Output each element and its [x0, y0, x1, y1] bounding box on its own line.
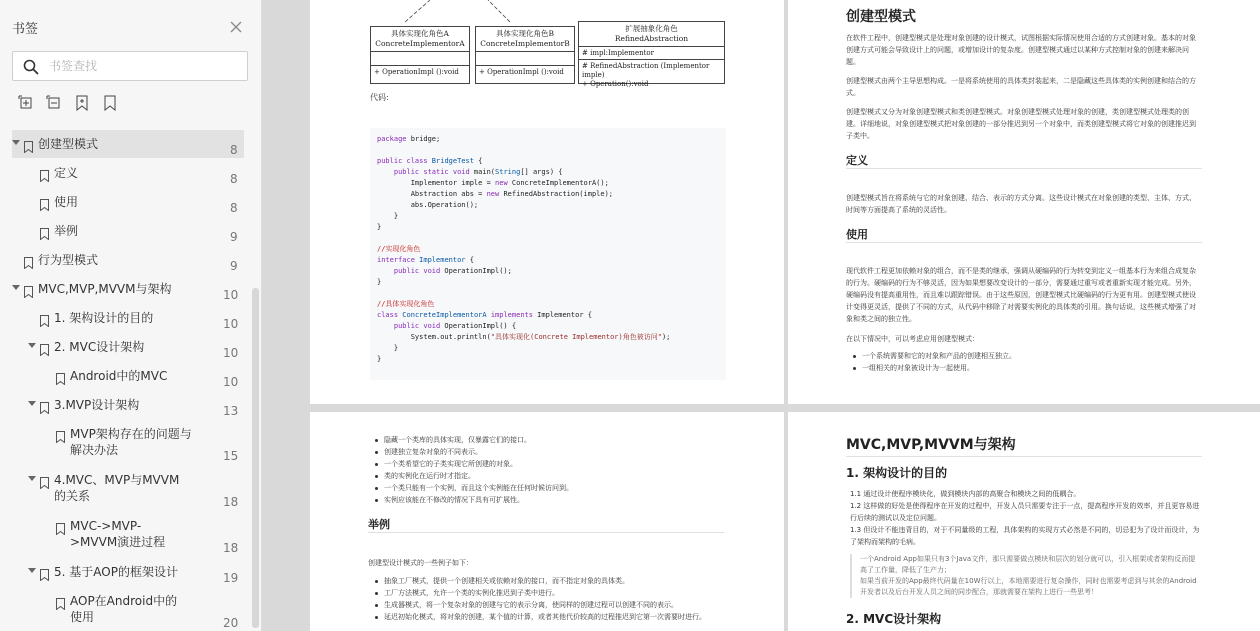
bookmark-icon: [56, 370, 65, 382]
bookmark-page: 10: [223, 288, 239, 302]
list-item: 隐藏一个类库的具体实现，仅暴露它们的接口。: [372, 434, 722, 446]
bookmark-item-creational[interactable]: [12, 130, 244, 158]
bookmark-label: 定义: [54, 166, 79, 180]
bookmark-page: 19: [223, 571, 239, 585]
paragraph: 现代软件工程更加依赖对象的组合，而不是类的继承，强调从硬编码的行为转变到定义一组基本行为来组合成复杂的行为。硬编码的行为不够灵活，因为如果想要改变设计的一部分，需要通过重写或者重新实现才能完成。另外，硬编码没有提高重用性，而且难以跟踪错误。由于这些原因，创建型模式比硬编码的行为更有用。创建型模式使设计变得更灵活，提供了不同的方式，从代码中移除了对需要实例化的具体类的引用。换句话说，这些模式增强了对象和类之间的独立性。: [846, 267, 1196, 323]
bookmark-label: 5. 基于AOP的框架设计: [54, 565, 178, 579]
bookmark-item-aop-framework[interactable]: [28, 558, 244, 586]
bookmark-item-example[interactable]: [36, 217, 244, 245]
bookmark-label: Android中的MVC: [70, 369, 168, 383]
list-item: 延迟初始化模式，将对象的创建，某个值的计算，或者其他代价较高的过程推迟到它第一次需要时进行。: [372, 611, 728, 623]
paragraph: 创建型模式旨在将系统与它的对象创建、结合、表示的方式分离。这些设计模式在对象创建的类型、主体、方式、时间等方面提高了系统的灵活性。: [846, 194, 1196, 214]
paragraph: 创建型设计模式的一些例子如下：: [368, 559, 473, 567]
sidebar-title: 书签: [12, 22, 39, 37]
bookmark-label: AOP在Android中的使用: [70, 594, 178, 624]
chevron-down-icon[interactable]: [28, 476, 36, 481]
document-page-2: [788, 0, 1260, 404]
bookmark-item-definition[interactable]: [36, 159, 244, 187]
list-item: 创建独立复杂对象的不同表示。: [372, 446, 722, 458]
bookmark-icon: [24, 283, 33, 295]
bookmark-page: 8: [230, 201, 238, 215]
bookmark-label: 3.MVP设计架构: [54, 398, 140, 412]
heading-creational: 创建型模式: [846, 9, 916, 25]
bookmark-icon: [24, 254, 33, 266]
heading-arch-purpose: 1. 架构设计的目的: [846, 466, 948, 480]
bookmark-item-usage[interactable]: [36, 188, 244, 216]
bookmark-page: 20: [223, 616, 239, 630]
chevron-down-icon[interactable]: [28, 568, 36, 573]
heading-definition: 定义: [846, 154, 868, 167]
list-item: 抽象工厂模式，提供一个创建相关或依赖对象的接口，而不指定对象的具体类。: [372, 575, 728, 587]
bookmark-icon: [40, 167, 49, 179]
bookmark-page: 15: [223, 449, 239, 463]
list-item: 实例应该能在不修改的情况下具有可扩展性。: [372, 494, 722, 506]
bookmark-page: 10: [223, 375, 239, 389]
chevron-down-icon[interactable]: [28, 401, 36, 406]
bookmark-label: 行为型模式: [38, 253, 99, 267]
bookmark-icon[interactable]: [102, 95, 118, 111]
bookmark-icon: [56, 428, 65, 440]
bookmark-page: 10: [223, 346, 239, 360]
bookmark-item-mvc-design[interactable]: [28, 333, 244, 361]
list-item: 一个类只能有一个实例，而且这个实例能在任何时候访问到。: [372, 482, 722, 494]
heading-usage: 使用: [846, 228, 868, 241]
heading-mvc-design: 2. MVC设计架构: [846, 612, 942, 626]
blockquote: 一个Android App如果只有3个Java文件，那只需要做点模块和层次的划分就可以，引入框架或者架构反而提高了工作量，降低了生产力； 如果当前开发的App最终代码量在10W行以上，本地需要进行复杂操作，同时也需要考虑到与其余的Android开发者以及后台开发人员之间的同步配合，那就需要在架构上进行一些思考！: [850, 554, 1202, 598]
close-icon[interactable]: [229, 19, 243, 33]
bookmark-page: 8: [230, 143, 238, 157]
bookmark-label: 创建型模式: [38, 137, 99, 151]
code-label: 代码:: [370, 93, 389, 102]
paragraph: 1.2 这样做的好处是使得程序在开发的过程中，开发人员只需要专注于一点，提高程序开发的效率，并且更容易进行后续的测试以及定位问题。: [850, 502, 1200, 522]
search-icon: [22, 58, 40, 76]
bookmark-page: 9: [230, 230, 238, 244]
code-block: package bridge; public class BridgeTest { public static void main(String[] args) { Implementor imple = new ConcreteImplementorA(); Abstraction abs = new RefinedAbstraction(imple); abs.Operation(); } } //实现化角色 interface Implementor { public void OperationImpl(); } //具体实现化角色 class ConcreteImplementorA implements Implementor { public void OperationImpl() { System.out.println("具体实现化(Concrete Implementor)角色被访问"); } }: [370, 128, 726, 380]
divider: [368, 532, 724, 533]
bookmark-label: MVP架构存在的问题与解决办法: [70, 427, 192, 457]
bookmark-item-mvp-problems[interactable]: [52, 420, 244, 464]
paragraph: 创建型模式由两个主导思想构成。一是将系统使用的具体类封装起来，二是隐藏这些具体类的实例创建和结合的方式。: [846, 77, 1196, 97]
heading-mvc-mvp-mvvm: MVC,MVP,MVVM与架构: [846, 437, 1016, 453]
bookmark-page: 8: [230, 172, 238, 186]
bookmark-item-mvc-mvp-mvvm-relation[interactable]: [28, 466, 244, 510]
bookmark-item-arch-purpose[interactable]: [36, 304, 244, 332]
bookmark-label: 使用: [54, 195, 79, 209]
paragraph: 1.3 但设计不能违背目的，对于不同量级的工程，具体架构的实现方式必然是不同的，切忌犯为了设计而设计，为了架构而架构的毛病。: [850, 526, 1200, 546]
divider: [846, 456, 1202, 457]
chevron-down-icon[interactable]: [12, 140, 20, 145]
bookmark-item-behavioral[interactable]: [12, 246, 244, 274]
bookmark-icon: [56, 520, 65, 532]
heading-example: 举例: [368, 518, 390, 531]
bookmark-icon: [40, 196, 49, 208]
list-item: 类的实例化在运行时才指定。: [372, 470, 722, 482]
document-page-4: [788, 412, 1260, 631]
bookmark-tree: [0, 128, 252, 631]
bookmark-icon: [40, 474, 49, 486]
bullet-list: [372, 434, 722, 506]
bookmark-icon: [40, 341, 49, 353]
bookmark-page: 18: [223, 495, 239, 509]
uml-class-refined-abstraction: 扩展抽象化角色 RefinedAbstraction # impl:Implementor # RefinedAbstraction (Implementor imple) + Operation():void: [578, 21, 725, 84]
bookmark-icon: [40, 399, 49, 411]
uml-class-concrete-b: 具体实现化角色B ConcreteImplementorB + OperationImpl ():void: [475, 26, 575, 84]
bookmark-item-aop-android[interactable]: [52, 587, 244, 631]
paragraph: 1.1 通过设计使程序模块化，做到模块内部的高聚合和模块之间的低耦合。: [850, 490, 1081, 498]
bookmark-search-box[interactable]: [12, 51, 248, 81]
add-bookmark-icon[interactable]: [74, 95, 90, 111]
list-item: 一个类希望它的子类实现它所创建的对象。: [372, 458, 722, 470]
bookmark-label: 2. MVC设计架构: [54, 340, 145, 354]
bookmark-label: 4.MVC、MVP与MVVM的关系: [54, 473, 180, 503]
divider: [846, 168, 1202, 169]
bookmark-label: MVC,MVP,MVVM与架构: [38, 282, 172, 296]
list-item: 一组相关的对象被设计为一起使用。: [850, 362, 1200, 374]
uml-class-concrete-a: 具体实现化角色A ConcreteImplementorA + OperationImpl ():void: [370, 26, 470, 84]
sidebar-scrollbar[interactable]: [252, 288, 259, 628]
chevron-down-icon[interactable]: [12, 285, 20, 290]
list-item: 工厂方法模式，允许一个类的实例化推迟到子类中进行。: [372, 587, 728, 599]
paragraph: 在以下情况中，可以考虑应用创建型模式：: [846, 335, 979, 343]
collapse-all-icon[interactable]: [46, 95, 62, 111]
bullet-list: [372, 575, 728, 623]
bullet-list: [850, 350, 1200, 374]
bookmark-page: 9: [230, 259, 238, 273]
bookmark-icon: [40, 225, 49, 237]
bookmark-page: 10: [223, 317, 239, 331]
bookmark-item-evolution[interactable]: [52, 512, 244, 556]
chevron-down-icon[interactable]: [28, 343, 36, 348]
bookmark-sidebar: [0, 0, 262, 631]
bookmark-item-android-mvc[interactable]: [52, 362, 244, 390]
document-page-1: [310, 0, 784, 404]
bookmark-item-mvc-mvp-mvvm[interactable]: [12, 275, 244, 303]
bookmark-icon: [56, 595, 65, 607]
bookmark-label: MVC->MVP->MVVM演进过程: [70, 519, 166, 549]
divider: [846, 242, 1202, 243]
list-item: 一个系统需要和它的对象和产品的创建相互独立。: [850, 350, 1200, 362]
document-page-3: [310, 412, 784, 631]
bookmark-page: 13: [223, 404, 239, 418]
bookmark-item-mvp-design[interactable]: [28, 391, 244, 419]
bookmark-label: 举例: [54, 224, 79, 238]
bookmark-icon: [40, 312, 49, 324]
bookmark-icon: [40, 566, 49, 578]
paragraph: 创建型模式又分为对象创建型模式和类创建型模式。对象创建型模式处理对象的创建，类创建型模式处理类的创建。详细地说，对象创建型模式把对象创建的一部分推迟到另一个对象中，而类创建型模式将它对象的创建推迟到子类中。: [846, 108, 1196, 140]
bookmark-icon: [24, 138, 33, 150]
list-item: 生成器模式，将一个复杂对象的创建与它的表示分离，使同样的创建过程可以创建不同的表示。: [372, 599, 728, 611]
bookmark-page: 18: [223, 541, 239, 555]
expand-all-icon[interactable]: [18, 95, 34, 111]
bookmark-label: 1. 架构设计的目的: [54, 311, 154, 325]
bookmark-search-input[interactable]: [49, 56, 239, 76]
paragraph: 在软件工程中，创建型模式是处理对象创建的设计模式，试图根据实际情况使用合适的方式创建对象。基本的对象创建方式可能会导致设计上的问题，或增加设计的复杂度。创建型模式通过以某种方式控制对象的创建来解决问题。: [846, 34, 1196, 66]
